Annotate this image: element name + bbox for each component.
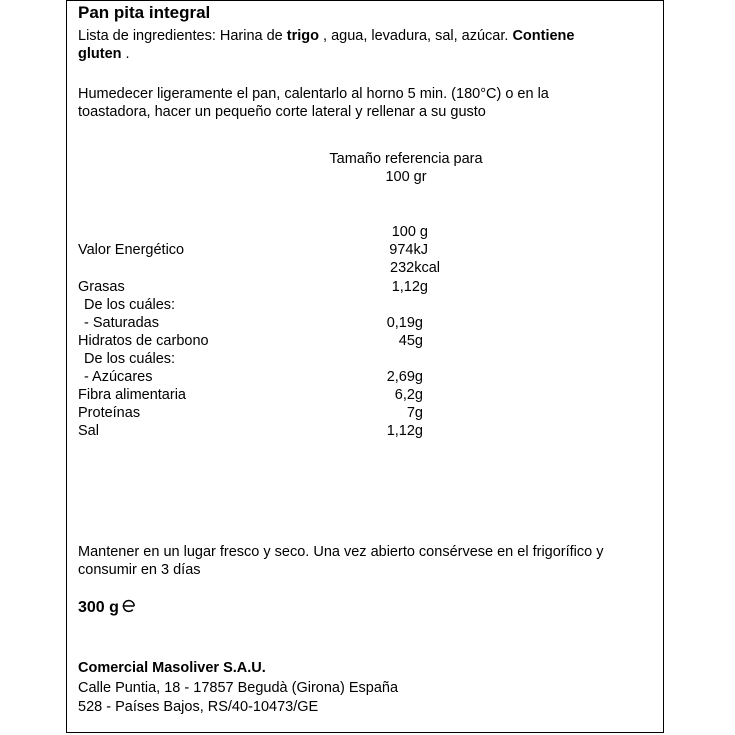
allergen-trigo: trigo — [286, 28, 319, 44]
storage-line-1: Mantener en un lugar fresco y seco. Una vez abierto consérvese en el frigorífico y — [78, 544, 604, 560]
ingredients-end: . — [121, 46, 130, 62]
instructions-line-2: toastadora, hacer un pequeño corte lateral y rellenar a su gusto — [78, 104, 486, 120]
nutrition-value: 7g — [406, 405, 423, 421]
nutrition-value: 1,12g — [386, 423, 423, 439]
nutrition-label: De los cuáles: — [84, 297, 176, 313]
nutrition-value: 2,69g — [386, 369, 423, 385]
nutrition-label: Fibra alimentaria — [78, 387, 186, 403]
nutrition-value: 45g — [398, 333, 423, 349]
ingredients-line-2 — [78, 45, 130, 63]
allergen-gluten: gluten — [78, 46, 122, 62]
company-registry: 528 - Países Bajos, RS/40-10473/GE — [78, 699, 319, 715]
allergen-contiene: Contiene — [512, 28, 575, 44]
nutrition-reference-line-1: Tamaño referencia para — [329, 151, 483, 167]
company-name: Comercial Masoliver S.A.U. — [78, 660, 266, 676]
nutrition-value: 6,2g — [394, 387, 423, 403]
net-weight — [78, 599, 136, 618]
instructions-line-1: Humedecer ligeramente el pan, calentarlo al horno 5 min. (180°C) o en la — [78, 86, 549, 102]
nutrition-label: Grasas — [78, 279, 125, 295]
nutrition-label: - Azúcares — [84, 369, 153, 385]
nutrition-value: 0,19g — [386, 315, 423, 331]
nutrition-label: Valor Energético — [78, 242, 185, 258]
nutrition-label: Sal — [78, 423, 99, 439]
nutrition-label: De los cuáles: — [84, 351, 176, 367]
nutrition-value: 1,12g — [391, 279, 428, 295]
nutrition-column-header: 100 g — [391, 224, 428, 240]
nutrition-label: Hidratos de carbono — [78, 333, 209, 349]
company-address: Calle Puntia, 18 - 17857 Begudà (Girona) España — [78, 680, 399, 696]
ingredients-prefix: Lista de ingredientes: Harina de — [78, 28, 287, 44]
estimated-sign-icon — [122, 599, 136, 618]
product-title: Pan pita integral — [78, 3, 211, 22]
nutrition-value: 232kcal — [390, 260, 440, 276]
net-weight-value: 300 g — [78, 599, 119, 616]
storage-line-2: consumir en 3 días — [78, 562, 201, 578]
nutrition-value: 974kJ — [389, 242, 428, 258]
nutrition-reference-line-2: 100 gr — [385, 169, 427, 185]
ingredients-list: , agua, levadura, sal, azúcar. — [319, 28, 513, 44]
nutrition-label: - Saturadas — [84, 315, 159, 331]
ingredients-line-1 — [78, 27, 574, 45]
nutrition-label: Proteínas — [78, 405, 141, 421]
